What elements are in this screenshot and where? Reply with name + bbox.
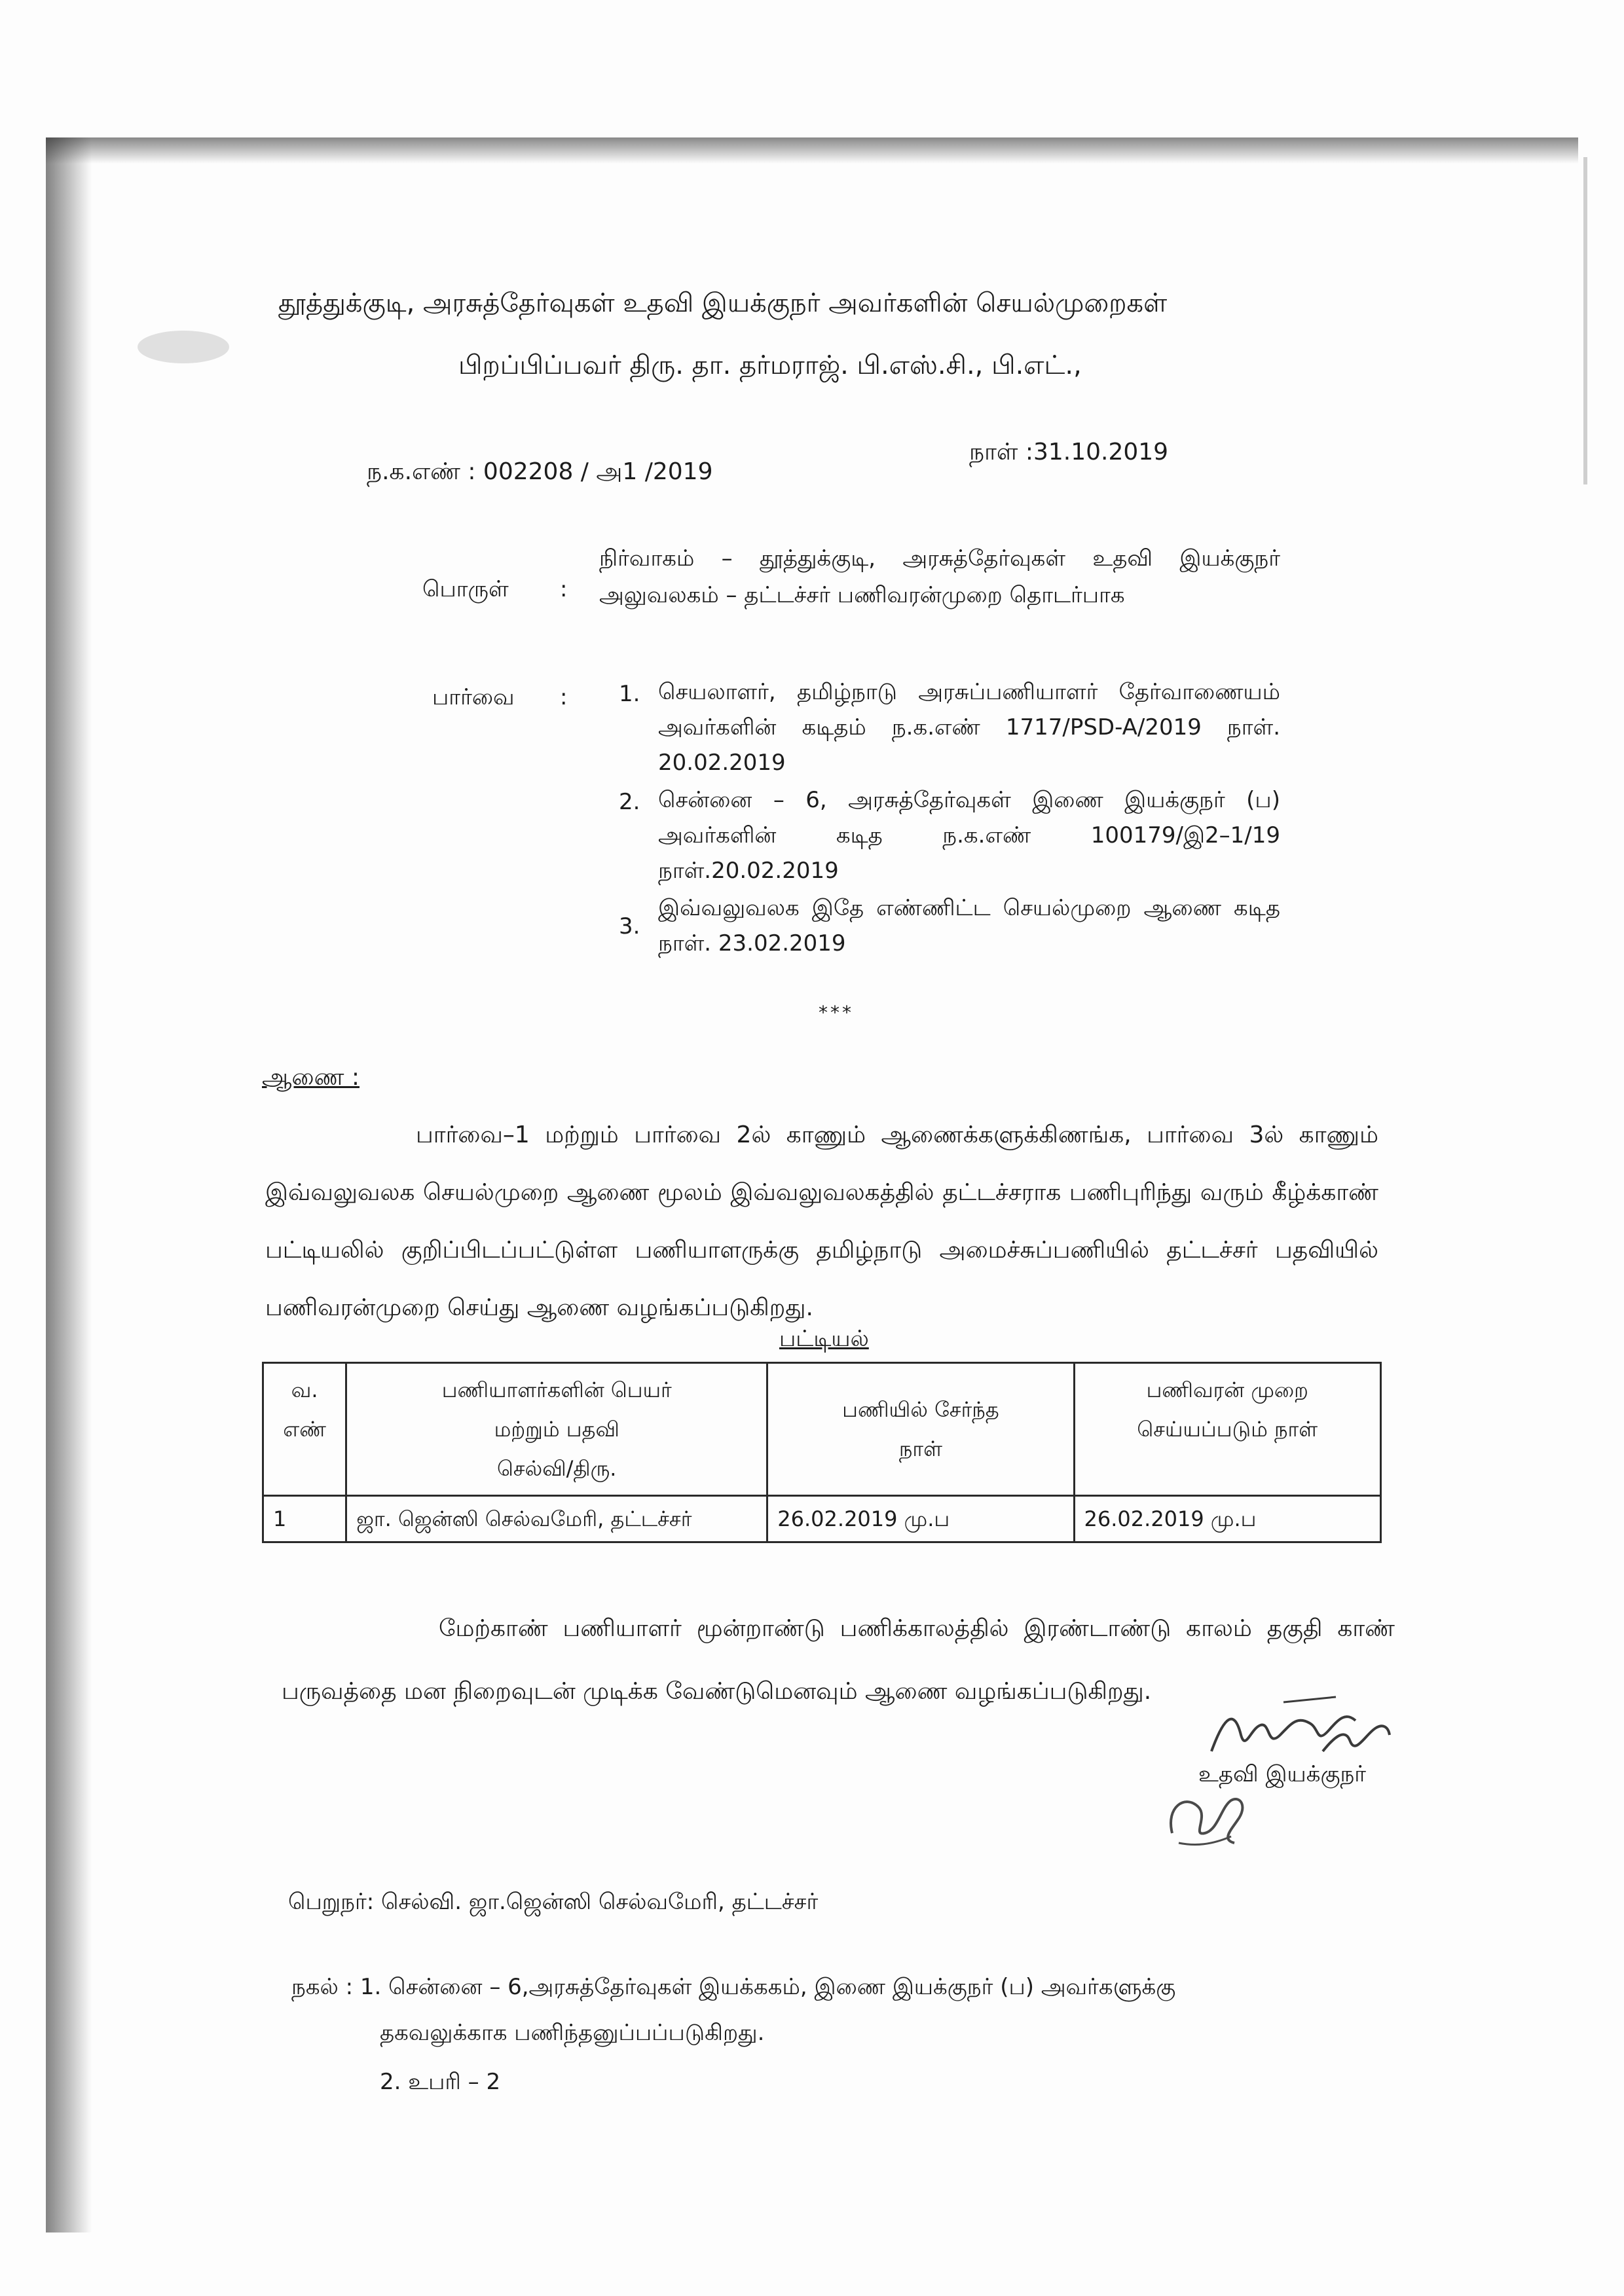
sno-header xyxy=(263,1363,346,1496)
sno-header-line: எண் xyxy=(283,1417,326,1442)
section-separator: *** xyxy=(819,1002,854,1023)
reference-item-text: இவ்வலுவலக இதே எண்ணிட்ட செயல்முறை ஆணை கடித நாள். 23.02.2019 xyxy=(658,895,1280,957)
table-header-row xyxy=(263,1363,1381,1496)
joined-header xyxy=(767,1363,1074,1496)
row-joined-date: 26.02.2019 மு.ப xyxy=(767,1496,1074,1542)
joined-header-line: நாள் xyxy=(898,1436,942,1461)
regularised-header-line: செய்யப்படும் நாள் xyxy=(1137,1417,1318,1442)
scan-edge-right xyxy=(1583,157,1587,484)
row-regularised-date: 26.02.2019 மு.ப xyxy=(1074,1496,1380,1542)
issuer-line: பிறப்பிப்பவர் திரு. தா. தர்மராஜ். பி.எஸ்.சி., பி.எட்., xyxy=(458,350,1082,380)
reference-item-text: செயலாளர், தமிழ்நாடு அரசுப்பணியாளர் தேர்வாணையம் அவர்களின் கடிதம் ந.க.எண் 1717/PSD-A/2019 நாள். 20.02.2019 xyxy=(658,679,1280,776)
name-header xyxy=(346,1363,767,1496)
table-row xyxy=(263,1496,1381,1542)
subject-colon: : xyxy=(560,576,568,602)
list-title: பட்டியல் xyxy=(779,1326,869,1352)
name-header-line: செல்வி/திரு. xyxy=(497,1456,617,1481)
copy-to-line: தகவலுக்காக பணிந்தனுப்பப்படுகிறது. xyxy=(380,2020,765,2046)
reference-item-text: சென்னை – 6, அரசுத்தேர்வுகள் இணை இயக்குநர் (ப) அவர்களின் கடித ந.க.எண் 100179/இ2–1/19 நாள்.20.02.2019 xyxy=(658,787,1280,884)
subject-text: நிர்வாகம் – தூத்துக்குடி, அரசுத்தேர்வுகள் உதவி இயக்குநர் அலுவலகம் – தட்டச்சர் பணிவரன்முறை தொடர்பாக xyxy=(599,545,1280,608)
staff-table xyxy=(262,1362,1382,1543)
row-sno: 1 xyxy=(263,1496,346,1542)
regularised-header-line: பணிவரன் முறை xyxy=(1146,1377,1308,1402)
reference-item-number: 2. xyxy=(619,789,640,815)
order-body: பார்வை–1 மற்றும் பார்வை 2ல் காணும் ஆணைக்களுக்கிணங்க, பார்வை 3ல் காணும் இவ்வலுவலக செயல்முறை ஆணை மூலம் இவ்வலுவலகத்தில் தட்டச்சராக பணிபுரிந்து வரும் கீழ்க்காண் பட்டியலில் குறிப்பிடப்பட்டுள்ள பணியாளருக்கு தமிழ்நாடு அமைச்சுப்பணியில் தட்டச்சர் பதவியில் பணிவரன்முறை செய்து ஆணை வழங்கப்படுகிறது. xyxy=(265,1121,1378,1321)
scan-shadow-left xyxy=(46,137,92,2232)
order-heading: ஆணை : xyxy=(262,1064,360,1091)
office-title: தூத்துக்குடி, அரசுத்தேர்வுகள் உதவி இயக்குநர் அவர்களின் செயல்முறைகள் xyxy=(278,288,1168,318)
row-name: ஜா. ஜென்ஸி செல்வமேரி, தட்டச்சர் xyxy=(346,1496,767,1542)
joined-header-line: பணியில் சேர்ந்த xyxy=(842,1397,999,1422)
name-header-line: பணியாளர்களின் பெயர் xyxy=(441,1377,672,1402)
references-label: பார்வை xyxy=(432,684,515,710)
reference-date: நாள் :31.10.2019 xyxy=(969,439,1169,465)
closing-paragraph: மேற்காண் பணியாளர் மூன்றாண்டு பணிக்காலத்தில் இரண்டாண்டு காலம் தகுதி காண் பருவத்தை மன நிறைவுடன் முடிக்க வேண்டுமெனவும் ஆணை வழங்கப்படுகிறது. xyxy=(282,1615,1395,1705)
regularised-header xyxy=(1074,1363,1380,1496)
subject-label: பொருள் xyxy=(422,576,509,602)
reference-item-number: 3. xyxy=(619,913,640,939)
name-header-line: மற்றும் பதவி xyxy=(494,1417,619,1442)
scan-smudge xyxy=(138,331,229,363)
scan-shadow-top xyxy=(46,137,1578,164)
copy-to-line: நகல் : 1. சென்னை – 6,அரசுத்தேர்வுகள் இயக்ககம், இணை இயக்குநர் (ப) அவர்களுக்கு xyxy=(291,1974,1176,2000)
reference-item-number: 1. xyxy=(619,681,640,707)
reference-number: ந.க.எண் : 002208 / அ1 /2019 xyxy=(367,458,713,485)
copy-to-line: 2. உபரி – 2 xyxy=(380,2069,501,2095)
initials-scribble xyxy=(1159,1781,1257,1853)
recipient-line: பெறுநர்: செல்வி. ஜா.ஜென்ஸி செல்வமேரி, தட்டச்சர் xyxy=(288,1889,819,1915)
references-colon: : xyxy=(560,684,568,710)
sno-header-line: வ. xyxy=(291,1377,318,1402)
signatory-designation: உதவி இயக்குநர் xyxy=(1198,1761,1367,1787)
